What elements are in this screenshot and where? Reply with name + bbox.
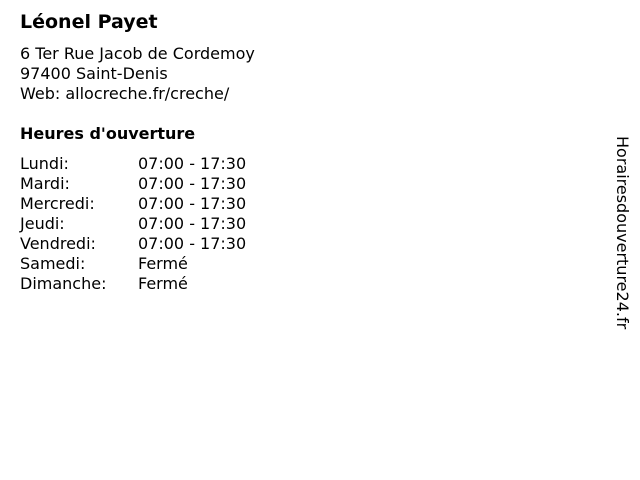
day-label: Dimanche: — [20, 274, 107, 293]
day-label: Lundi: — [20, 154, 69, 173]
hours-row-samedi — [20, 254, 246, 274]
time-value: Fermé — [138, 254, 188, 273]
hours-row-mercredi — [20, 194, 246, 214]
day-label: Vendredi: — [20, 234, 96, 253]
day-label: Samedi: — [20, 254, 86, 273]
hours-row-lundi — [20, 154, 246, 174]
time-value: 07:00 - 17:30 — [138, 174, 247, 193]
business-address — [20, 44, 255, 104]
day-label: Mercredi: — [20, 194, 95, 213]
opening-hours-list — [20, 154, 246, 294]
time-value: 07:00 - 17:30 — [138, 214, 247, 233]
day-label: Jeudi: — [20, 214, 65, 233]
business-name: Léonel Payet — [20, 11, 158, 33]
hours-row-jeudi — [20, 214, 246, 234]
hours-heading: Heures d'ouverture — [20, 124, 196, 143]
hours-row-mardi — [20, 174, 246, 194]
time-value: Fermé — [138, 274, 188, 293]
time-value: 07:00 - 17:30 — [138, 234, 247, 253]
time-value: 07:00 - 17:30 — [138, 194, 247, 213]
hours-row-dimanche — [20, 274, 246, 294]
website-text: Web: allocreche.fr/creche/ — [20, 84, 230, 103]
site-watermark: Horairesdouverture24.fr — [613, 136, 632, 330]
time-value: 07:00 - 17:30 — [138, 154, 247, 173]
day-label: Mardi: — [20, 174, 70, 193]
address-city: 97400 Saint-Denis — [20, 64, 168, 83]
address-street: 6 Ter Rue Jacob de Cordemoy — [20, 44, 255, 63]
hours-row-vendredi — [20, 234, 246, 254]
